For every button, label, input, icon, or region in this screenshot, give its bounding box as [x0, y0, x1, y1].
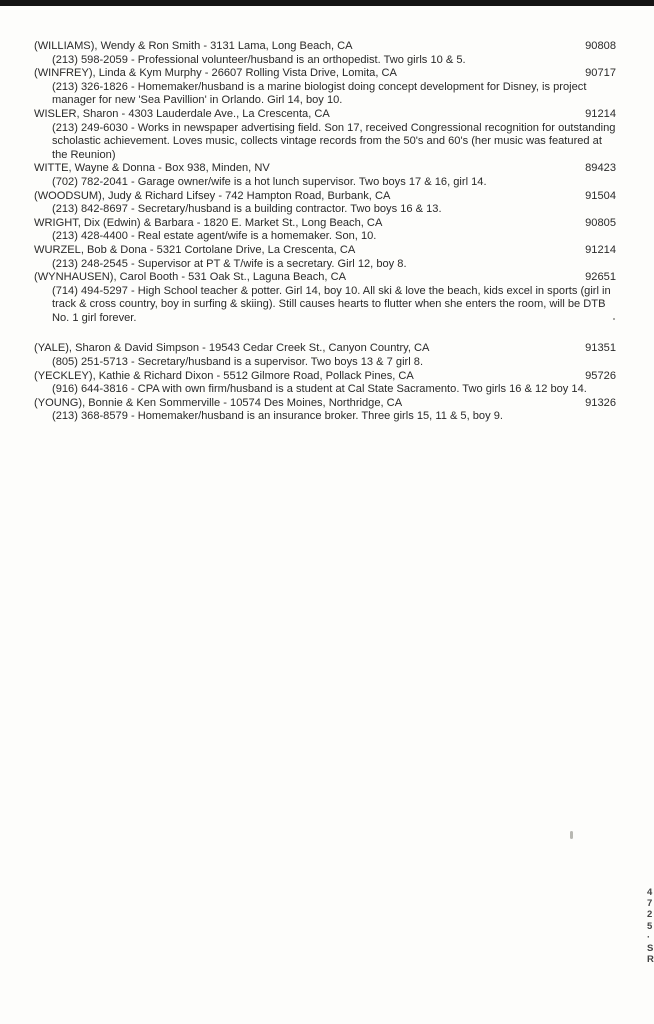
directory-entry [34, 244, 616, 271]
entry-detail: (805) 251-5713 - Secretary/husband is a supervisor. Two boys 13 & 7 girl 8. [52, 356, 424, 369]
margin-char: 7 [647, 898, 653, 910]
entry-detail: (702) 782-2041 - Garage owner/wife is a hot lunch supervisor. Two boys 17 & 16, girl 14. [52, 175, 487, 188]
entry-header [34, 244, 616, 258]
directory-entry [34, 162, 616, 189]
entry-name-address: (YOUNG), Bonnie & Ken Sommerville - 10574 Des Moines, Northridge, CA [34, 396, 403, 409]
section-gap [34, 325, 616, 342]
paper-speck [613, 318, 615, 320]
entry-detail: (213) 326-1826 - Homemaker/husband is a marine biologist doing concept development for Disney, is project manager for new 'Sea Pavillion' in Orlando. Girl 14, boy 10. [52, 80, 587, 107]
margin-char: R [647, 954, 654, 966]
directory-listing [34, 40, 616, 424]
entry-zip: 90717 [585, 67, 616, 80]
margin-char: 4 [647, 887, 653, 898]
entry-header [34, 217, 616, 231]
directory-entry [34, 271, 616, 325]
directory-entry [34, 370, 616, 397]
entry-header [34, 397, 616, 411]
entry-zip: 91214 [585, 243, 616, 256]
paper-speck [570, 831, 573, 839]
entry-header [34, 108, 616, 122]
entry-header [34, 271, 616, 285]
directory-entry [34, 190, 616, 217]
entry-name-address: (YALE), Sharon & David Simpson - 19543 Cedar Creek St., Canyon Country, CA [34, 342, 430, 355]
directory-entry [34, 108, 616, 162]
margin-char: 5 [647, 920, 653, 932]
entry-header [34, 67, 616, 81]
entry-name-address: WITTE, Wayne & Donna - Box 938, Minden, NV [34, 162, 270, 175]
entry-zip: 95726 [585, 369, 616, 382]
entry-header [34, 40, 616, 54]
entry-detail: (213) 248-2545 - Supervisor at PT & T/wife is a secretary. Girl 12, boy 8. [52, 257, 407, 270]
entry-zip: 91326 [585, 396, 616, 409]
entry-detail: (213) 842-8697 - Secretary/husband is a building contractor. Two boys 16 & 13. [52, 203, 442, 216]
directory-entry [34, 397, 616, 424]
entry-detail: (213) 249-6030 - Works in newspaper advertising field. Son 17, received Congressional recognition for outstanding scholastic achievement. Loves music, collects vintage records from the 50's and 60's (her music was featured at the Reunion) [52, 121, 616, 161]
entry-zip: 91214 [585, 107, 616, 120]
entry-zip: 90808 [585, 40, 616, 52]
entry-detail: (714) 494-5297 - High School teacher & potter. Girl 14, boy 10. All ski & love the beach, kids excel in sports (girl in track & cross country, boy in surfing & skiing). Still causes hearts to flutter when she enters the room, will be DTB No. 1 girl forever. [52, 284, 611, 324]
margin-char: · [647, 931, 651, 943]
entry-zip: 90805 [585, 216, 616, 229]
entry-name-address: WURZEL, Bob & Dona - 5321 Cortolane Drive, La Crescenta, CA [34, 243, 356, 256]
entry-zip: 91351 [585, 342, 616, 355]
entry-zip: 91504 [585, 189, 616, 202]
entry-name-address: (WINFREY), Linda & Kym Murphy - 26607 Rolling Vista Drive, Lomita, CA [34, 67, 397, 80]
directory-entry [34, 67, 616, 108]
margin-char: 2 [647, 909, 653, 921]
directory-entry [34, 40, 616, 67]
entry-name-address: (WYNHAUSEN), Carol Booth - 531 Oak St., Laguna Beach, CA [34, 271, 346, 284]
entry-name-address: (WOODSUM), Judy & Richard Lifsey - 742 Hampton Road, Burbank, CA [34, 189, 391, 202]
entry-detail: (213) 428-4400 - Real estate agent/wife is a homemaker. Son, 10. [52, 230, 377, 243]
entry-name-address: WRIGHT, Dix (Edwin) & Barbara - 1820 E. Market St., Long Beach, CA [34, 216, 383, 229]
margin-char: S [647, 943, 654, 955]
entry-zip: 92651 [585, 271, 616, 284]
entry-name-address: (YECKLEY), Kathie & Richard Dixon - 5512 Gilmore Road, Pollack Pines, CA [34, 369, 414, 382]
cropped-margin-text [647, 887, 654, 965]
entry-detail: (213) 598-2059 - Professional volunteer/husband is an orthopedist. Two girls 10 & 5. [52, 53, 466, 66]
entry-header [34, 342, 616, 356]
entry-header [34, 162, 616, 176]
entry-header [34, 370, 616, 384]
directory-entry [34, 217, 616, 244]
entry-name-address: (WILLIAMS), Wendy & Ron Smith - 3131 Lama, Long Beach, CA [34, 40, 353, 52]
directory-entry [34, 342, 616, 369]
entry-name-address: WISLER, Sharon - 4303 Lauderdale Ave., La Crescenta, CA [34, 107, 330, 120]
entry-detail: (213) 368-8579 - Homemaker/husband is an insurance broker. Three girls 15, 11 & 5, boy 9. [52, 410, 503, 423]
entry-header [34, 190, 616, 204]
entry-zip: 89423 [585, 162, 616, 175]
entry-detail: (916) 644-3816 - CPA with own firm/husband is a student at Cal State Sacramento. Two girls 16 & 12 boy 14. [52, 383, 587, 396]
scan-top-edge [0, 0, 654, 6]
